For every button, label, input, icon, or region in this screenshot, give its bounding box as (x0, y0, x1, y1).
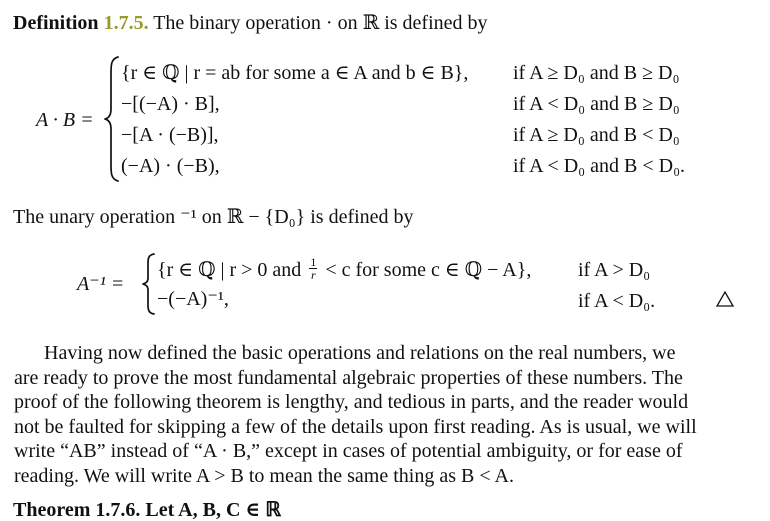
binary-cases-brace (104, 55, 120, 183)
unary-case-1-after: < c for some c ∈ ℚ − A}, (325, 259, 532, 282)
unary-lhs: A⁻¹ = (77, 273, 125, 295)
binary-lhs: A · B = (36, 109, 94, 131)
definition-intro-text: The binary operation · on ℝ is defined by (153, 12, 488, 34)
paragraph-line: Having now defined the basic operations and relations on the real numbers, we (44, 342, 676, 364)
unary-cases-brace (142, 252, 156, 316)
definition-number-link[interactable]: 1.7.5. (103, 12, 149, 34)
paragraph-line: not be faulted for skipping a few of the details upon first reading. As is usual, we will (14, 415, 697, 438)
fraction-1-over-r (309, 256, 317, 281)
binary-case-4-cond: if A < D₀ and B < D₀. (513, 155, 686, 177)
next-theorem-heading-partial: Theorem 1.7.6. Let A, B, C ∈ ℝ (13, 499, 282, 521)
binary-case-4-expr: (−A) · (−B), (121, 155, 220, 177)
fraction-numerator: 1 (310, 255, 317, 269)
unary-case-1-expr (157, 255, 532, 284)
paragraph-line: proof of the following theorem is lengthy, and tedious in parts, and the reader would (14, 391, 689, 413)
paragraph-line: write “AB” instead of “A · B,” except in cases of potential ambiguity, or for ease of (14, 440, 683, 462)
paragraph-line: are ready to prove the most fundamental algebraic properties of these numbers. The (14, 366, 683, 389)
body-paragraph (14, 341, 760, 488)
unary-case-1-cond: if A > D₀ (578, 259, 651, 281)
binary-case-3-cond: if A ≥ D₀ and B < D₀ (513, 124, 680, 146)
binary-case-1-cond: if A ≥ D₀ and B ≥ D₀ (513, 62, 680, 84)
definition-heading: Definition (13, 12, 99, 34)
binary-case-3-expr: −[A · (−B)], (121, 124, 219, 146)
binary-case-1-expr: {r ∈ ℚ | r = ab for some a ∈ A and b ∈ B}, (121, 62, 469, 84)
binary-case-2-expr: −[(−A) · B], (121, 93, 220, 115)
paragraph-line: reading. We will write A > B to mean the same thing as B < A. (14, 464, 514, 487)
unary-case-2-cond: if A < D₀. (578, 290, 656, 312)
unary-intro: The unary operation ⁻¹ on ℝ − {D₀} is defined by (13, 206, 414, 228)
definition-intro-line (13, 13, 488, 33)
fraction-denominator: r (310, 268, 316, 282)
unary-case-1-before: {r ∈ ℚ | r > 0 and (157, 259, 302, 282)
triangle-end-icon (715, 290, 735, 308)
unary-case-2-expr: −(−A)⁻¹, (157, 288, 229, 310)
binary-case-2-cond: if A < D₀ and B ≥ D₀ (513, 93, 680, 115)
